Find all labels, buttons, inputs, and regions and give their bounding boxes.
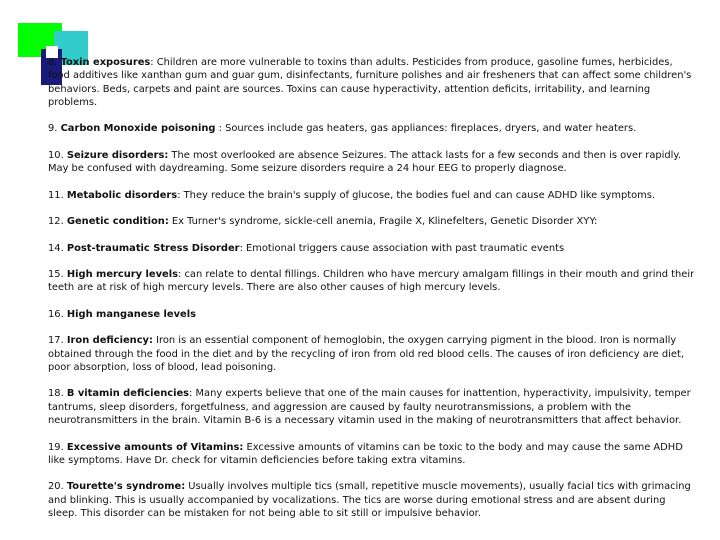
item-title: Excessive amounts of Vitamins: [66, 441, 244, 453]
item-title: Toxin exposures [60, 57, 151, 68]
list-item [48, 387, 696, 427]
list-item [48, 242, 696, 255]
item-title: Seizure disorders: [66, 149, 169, 161]
item-number: 9. [48, 123, 58, 135]
list-item [48, 56, 696, 109]
item-number: 10. [48, 149, 64, 161]
list-item [48, 441, 696, 468]
item-number: 20. [48, 481, 64, 493]
item-title: Tourette's syndrome: [66, 481, 186, 493]
list-item [48, 215, 696, 228]
list-item [48, 480, 696, 520]
list-item [48, 334, 696, 374]
item-text: : Emotional triggers cause association with past traumatic events [239, 242, 565, 254]
item-number: 19. [48, 441, 64, 453]
item-number: 16. [48, 308, 64, 320]
item-text: Iron is an essential component of hemoglobin, the oxygen carrying pigment in the blood. Iron is normally obtained through the food in the diet and by the recycling of iron from old red blood cells. The causes of iron deficiency are diet, poor absorption, loss of blood, lead poisoning. [48, 335, 684, 373]
causes-list [48, 56, 696, 533]
list-item [48, 308, 696, 321]
item-text: Usually involves multiple tics (small, repetitive muscle movements), usually facial tics with grimacing and blinking. This is usually accompanied by vocalizations. The tics are worse during emotional stress and are absent during sleep. This disorder can be mistaken for not being able to sit still or impulsive behavior. [48, 481, 691, 519]
list-item [48, 122, 696, 135]
item-title: Carbon Monoxide poisoning [60, 123, 216, 135]
item-title: Post-traumatic Stress Disorder [66, 242, 240, 254]
item-number: 17. [48, 335, 64, 347]
item-number: 11. [48, 189, 64, 201]
item-title: High mercury levels [66, 269, 179, 281]
item-number: 12. [48, 216, 64, 228]
item-number: 14. [48, 242, 64, 254]
item-text: : Children are more vulnerable to toxins than adults. Pesticides from produce, gasoline fumes, herbicides, food additives like xanthan gum and guar gum, disinfectants, furniture polishes and air fresheners that can affect some children's behaviors. Beds, carpets and paint are sources. Toxins can cause hyperactivity, attention deficits, irritability, and learning problems. [48, 57, 692, 108]
item-number: 15. [48, 269, 64, 281]
item-text: : Many experts believe that one of the main causes for inattention, hyperactivity, impulsivity, temper tantrums, sleep disorders, forgetfulness, and aggression are caused by faulty neurotransmissions, a problem with the neurotransmitters in the brain. Vitamin B-6 is a necessary vitamin used in the making of neurotransmitters that affect behavior. [48, 388, 691, 427]
item-text: The most overlooked are absence Seizures. The attack lasts for a few seconds and then is over rapidly. May be confused with daydreaming. Some seizure disorders require a 24 hour EEG to properly diagnose. [48, 149, 682, 175]
item-text: : Sources include gas heaters, gas appliances: fireplaces, dryers, and water heaters. [215, 123, 637, 135]
list-item [48, 268, 696, 295]
item-title: B vitamin deficiencies [66, 388, 190, 400]
item-title: Metabolic disorders [66, 189, 178, 201]
list-item [48, 149, 696, 176]
item-text: : can relate to dental fillings. Children who have mercury amalgam fillings in their mouth and grind their teeth are at risk of high mercury levels. There are also other causes of high mercury levels. [48, 269, 695, 294]
item-text: Excessive amounts of vitamins can be toxic to the body and may cause the same ADHD like symptoms. Have Dr. check for vitamin deficiencies before taking extra vitamins. [48, 441, 683, 466]
item-number: 8. [48, 57, 58, 68]
item-title: Genetic condition: [66, 216, 169, 228]
item-title: Iron deficiency: [66, 335, 153, 347]
item-text: : They reduce the brain's supply of glucose, the bodies fuel and can cause ADHD like symptoms. [177, 189, 656, 201]
item-text: Ex Turner's syndrome, sickle-cell anemia, Fragile X, Klinefelters, Genetic Disorder XYY: [168, 216, 598, 228]
item-number: 18. [48, 388, 64, 400]
list-item [48, 189, 696, 202]
item-title: High manganese levels [66, 308, 196, 320]
